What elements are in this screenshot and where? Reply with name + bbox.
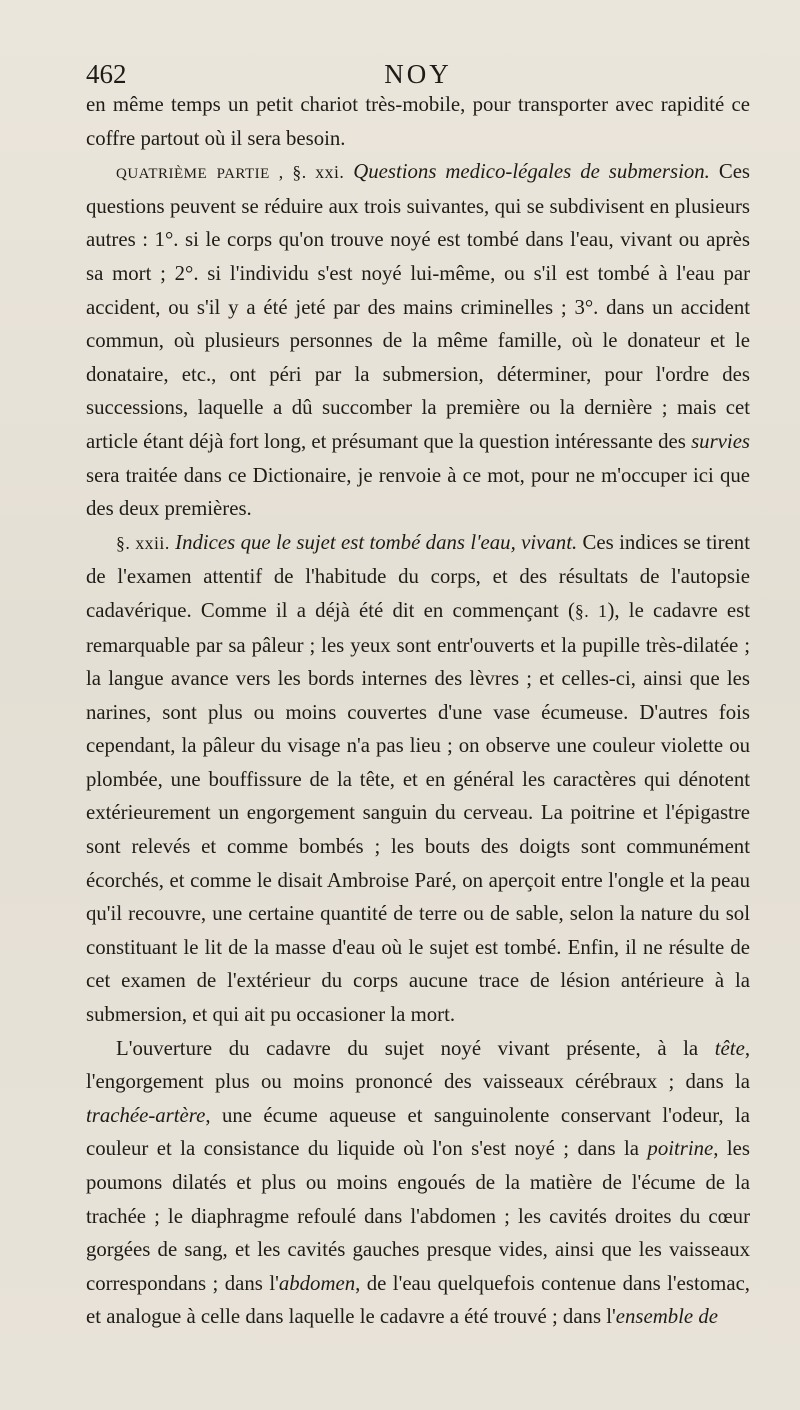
paragraph-text-end: sera traitée dans ce Dictionaire, je renvoie à ce mot, pour ne m'occuper ici que des deux premières. [86,463,750,521]
emphasis-word: survies [691,429,751,453]
text-run: , une écume aqueuse et sanguinolente conservant l'odeur, la couleur et la consistance du liquide où l'on s'est noyé ; dans la [86,1103,750,1161]
page-header [86,56,750,92]
emphasis-term: trachée-artère [86,1103,206,1127]
text-run: , de l'eau quelquefois contenue dans l'estomac, et analogue à celle dans laquelle le cadavre a été trouvé ; dans l' [86,1271,750,1329]
text-run: , les poumons dilatés et plus ou moins engoués de la matière de l'écume de la trachée ; le diaphragme refoulé dans l'abdomen ; les cavités droites du cœur gorgées de sang, et les cavités gauches presque vides, ainsi que les vaisseaux correspondans ; dans l' [86,1137,750,1295]
paragraph-text-cont: ), le cadavre est remarquable par sa pâleur ; les yeux sont entr'ouverts et la pupille très-dilatée ; la langue avance vers les bords internes des lèvres ; et celles-ci, ainsi que les narines, sont plus ou moins couvertes d'une vase écumeuse. D'autres fois cependant, la pâleur du visage n'a pas lieu ; on observe une couleur violette ou plombée, une bouffissure de la tête, et en général les caractères qui dénotent extérieurement un engorgement sanguin du cerveau. La poitrine et l'épigastre sont relevés et comme bombés ; les bouts des doigts sont communément écorchés, et comme le disait Ambroise Paré, on aperçoit entre l'ongle et la peau qu'il recouvre, une certaine quantité de terre ou de sable, selon la nature du sol constituant le lit de la masse d'eau où le sujet est tombé. Enfin, il ne résulte de cet examen de l'extérieur du corps aucune trace de lésion antérieure à la submersion, et qui ait pu occasioner la mort. [86,598,750,1027]
section-mark: , §. xxi. [278,162,345,183]
page-number: 462 [86,59,127,89]
paragraph-section-21 [86,155,750,526]
emphasis-term: tête [714,1036,745,1060]
paragraph-text: Ces indices se tirent de l'examen attentif de l'habitude du corps, et des résultats de l'autopsie cadavérique. Comme il a déjà été dit en commençant ( [86,530,750,622]
emphasis-term: poitrine [647,1137,714,1161]
paragraph-continuation: en même temps un petit chariot très-mobile, pour transporter avec rapidité ce coffre partout où il sera besoin. [86,93,750,150]
running-title: NOY [384,59,452,89]
body-text [86,88,750,1334]
section-mark: §. xxii. [116,532,170,553]
emphasis-term: abdomen [278,1271,356,1295]
section-heading: Questions medico-légales de submersion. [353,160,710,184]
paragraph-autopsy [86,1032,750,1334]
paragraph-section-22 [86,526,750,1032]
part-label: quatrième partie [116,160,270,184]
inline-section-ref: §. 1 [574,600,608,621]
emphasis-term: ensemble de [615,1305,718,1329]
text-run: L'ouverture du cadavre du sujet noyé vivant présente, à la [116,1036,699,1060]
section-heading: Indices que le sujet est tombé dans l'eau, vivant. [175,530,578,554]
paragraph-text: Ces questions peuvent se réduire aux trois suivantes, qui se subdivisent en plusieurs autres : 1°. si le corps qu'on trouve noyé est tombé dans l'eau, vivant ou après sa mort ; 2°. si l'individu s'est noyé lui-même, ou s'il est tombé à l'eau par accident, ou s'il y a été jeté par des mains criminelles ; 3°. dans un accident commun, où plusieurs personnes de la même famille, où le donateur et le donataire, etc., ont péri par la submersion, déterminer, pour l'ordre des successions, laquelle a dû succomber la première ou la dernière ; mais cet article étant déjà fort long, et présumant que la question intéressante des [86,160,751,453]
text-run: , l'engorgement plus ou moins prononcé des vaisseaux cérébraux ; dans la [86,1036,751,1094]
